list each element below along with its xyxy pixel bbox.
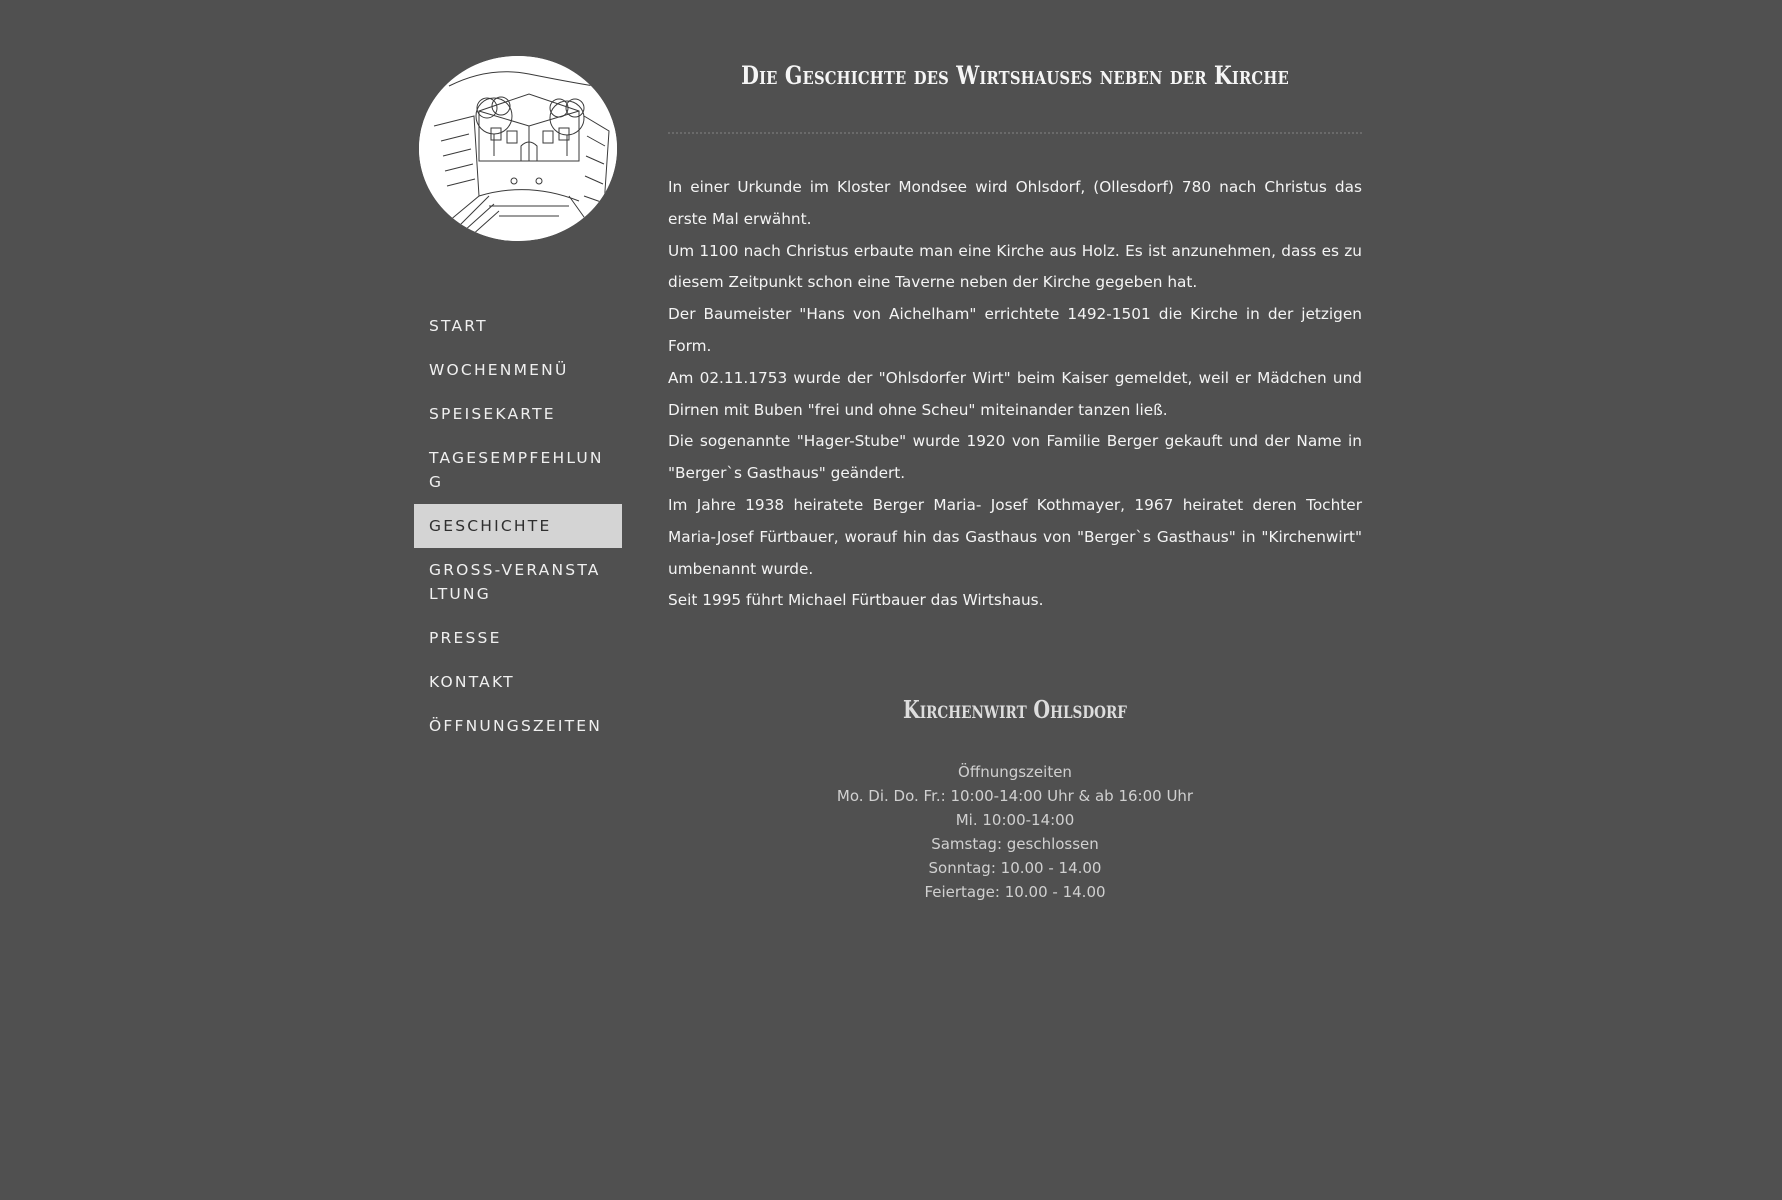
nav-item-grossveranstaltung[interactable]: GROSS-VERANSTALTUNG — [429, 561, 601, 603]
history-paragraph: Der Baumeister "Hans von Aichelham" errichtete 1492-1501 die Kirche in der jetzigen Form. — [668, 305, 1362, 355]
history-paragraph: In einer Urkunde im Kloster Mondsee wird Ohlsdorf, (Ollesdorf) 780 nach Christus das erste Mal erwähnt. — [668, 178, 1362, 228]
nav-item-presse[interactable]: PRESSE — [429, 629, 502, 647]
hours-heading: Öffnungszeiten — [958, 763, 1072, 781]
hours-line: Mo. Di. Do. Fr.: 10:00-14:00 Uhr & ab 16:00 Uhr — [836, 787, 1194, 805]
history-paragraph: Um 1100 nach Christus erbaute man eine Kirche aus Holz. Es ist anzunehmen, dass es zu diesem Zeitpunkt schon eine Taverne neben der Kirche gegeben hat. — [668, 241, 1362, 292]
history-paragraph: Die sogenannte "Hager-Stube" wurde 1920 von Familie Berger gekauft und der Name in "Berger`s Gasthaus" geändert. — [668, 432, 1362, 483]
hours-line: Sonntag: 10.00 - 14.00 — [928, 859, 1102, 877]
main-content — [668, 56, 1362, 617]
nav-item-tagesempfehlung[interactable]: TAGESEMPFEHLUNG — [429, 449, 604, 491]
history-text — [668, 172, 1362, 617]
history-paragraph: Im Jahre 1938 heiratete Berger Maria- Josef Kothmayer, 1967 heiratet deren Tochter Maria-Josef Fürtbauer, worauf hin das Gasthaus von "Berger`s Gasthaus" in "Kirchenwirt" umbenannt wurde. — [668, 495, 1362, 578]
hours-line: Samstag: geschlossen — [931, 835, 1099, 853]
history-paragraph: Seit 1995 führt Michael Fürtbauer das Wirtshaus. — [668, 591, 1044, 610]
nav-item-oeffnungszeiten[interactable]: ÖFFNUNGSZEITEN — [429, 717, 603, 735]
hours-line: Feiertage: 10.00 - 14.00 — [924, 883, 1106, 901]
history-paragraph: Am 02.11.1753 wurde der "Ohlsdorfer Wirt" beim Kaiser gemeldet, weil er Mädchen und Dirnen mit Buben "frei und ohne Scheu" miteinander tanzen ließ. — [668, 368, 1362, 419]
nav-item-geschichte[interactable]: GESCHICHTE — [414, 504, 622, 548]
nav-item-start[interactable]: START — [429, 317, 488, 335]
inn-sketch-icon — [419, 56, 617, 241]
opening-hours — [668, 760, 1362, 904]
nav-item-wochenmenu[interactable]: WOCHENMENÜ — [429, 361, 569, 379]
page-title: Die Geschichte des Wirtshauses neben der Kirche — [741, 61, 1289, 90]
nav-item-speisekarte[interactable]: SPEISEKARTE — [429, 405, 556, 423]
footer — [668, 690, 1362, 904]
hours-line: Mi. 10:00-14:00 — [955, 811, 1075, 829]
footer-title: Kirchenwirt Ohlsdorf — [903, 695, 1127, 724]
sidebar — [414, 56, 622, 748]
main-nav — [414, 304, 622, 748]
dotted-divider — [668, 132, 1362, 134]
nav-item-kontakt[interactable]: KONTAKT — [429, 673, 515, 691]
logo-sketch[interactable] — [419, 56, 617, 241]
